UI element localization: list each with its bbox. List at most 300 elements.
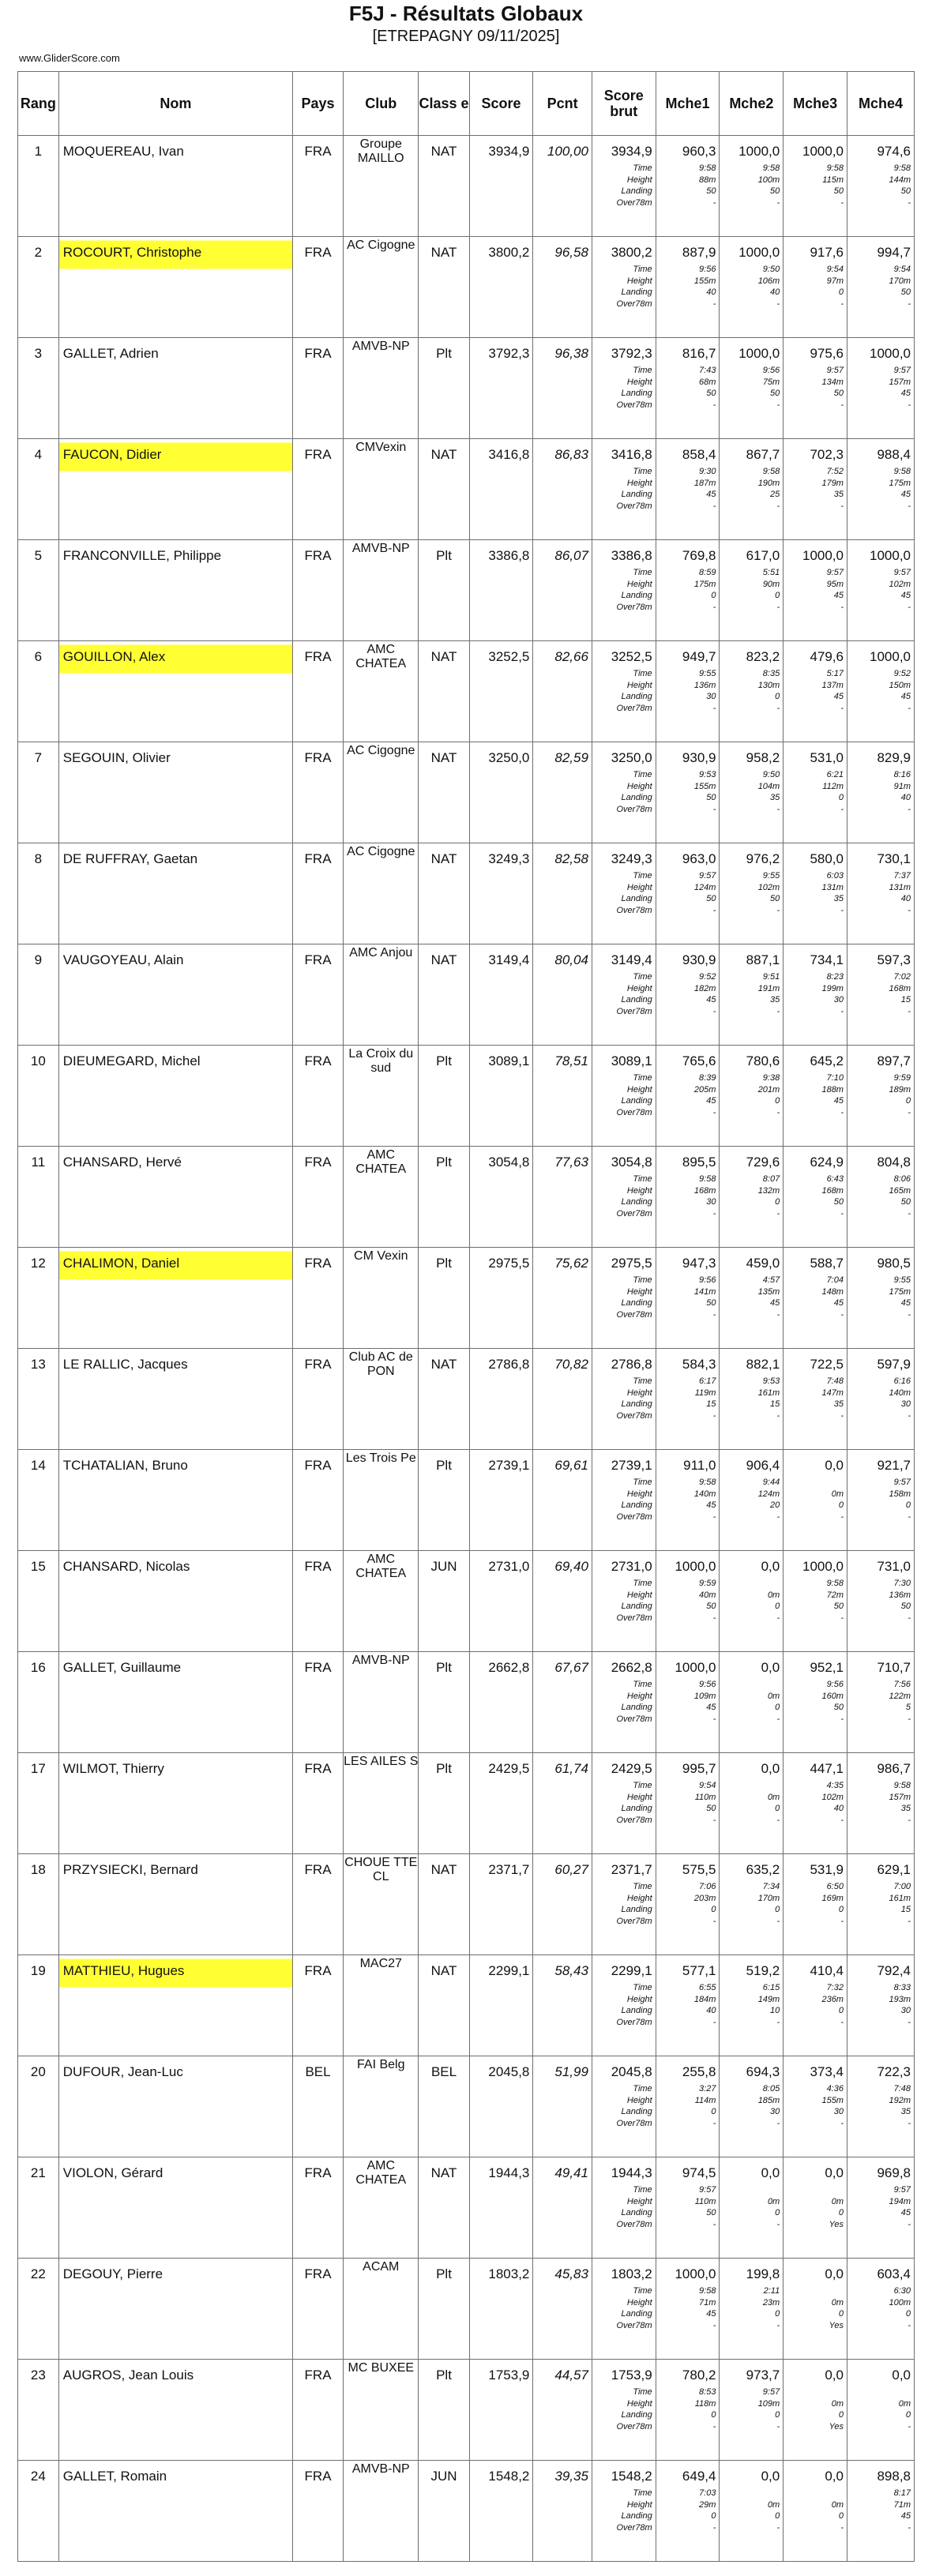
round-details [784, 362, 847, 411]
round-score: 963,0 [682, 851, 716, 866]
detail-label: Landing [621, 1500, 652, 1510]
round-details [720, 1777, 783, 1826]
round-3-cell [784, 540, 847, 641]
round-detail-t: 7:56 [893, 1680, 911, 1689]
round-details [847, 463, 914, 512]
round-detail-h: 155m [693, 781, 716, 791]
percent-cell [533, 1248, 592, 1349]
round-detail-t [847, 2386, 911, 2398]
round-details [847, 160, 914, 208]
round-3-cell [784, 2360, 847, 2461]
round-detail-h: 194m [889, 2196, 911, 2206]
round-detail-t: 7:10 [826, 1073, 844, 1083]
round-detail-o: - [908, 2017, 911, 2027]
country-cell [292, 944, 343, 1046]
col-m2[interactable]: Mche2 [720, 72, 784, 136]
round-score: 729,6 [746, 1155, 780, 1170]
country-cell [292, 2157, 343, 2259]
round-details [847, 1676, 914, 1725]
round-score: 710,7 [877, 1660, 911, 1675]
col-pcnt[interactable]: Pcnt [533, 72, 592, 136]
round-score: 1000,0 [802, 1559, 844, 1574]
score-cell [469, 1854, 533, 1955]
detail-label: Height [626, 377, 652, 387]
percent-cell [533, 338, 592, 439]
pilot-name-cell [58, 1955, 292, 2056]
percent-cell [533, 1955, 592, 2056]
round-detail-t: 9:58 [699, 1478, 716, 1487]
round-detail-o: - [840, 905, 844, 915]
club-cell-value: ACAM [363, 2260, 400, 2274]
round-detail-o: Yes [829, 2320, 844, 2330]
class-cell-value: Plt [436, 548, 452, 563]
detail-label: Height [626, 1185, 652, 1196]
detail-label: Height [626, 1489, 652, 1499]
round-detail-l: 45 [900, 591, 911, 600]
round-detail-l: 0 [838, 2410, 844, 2420]
round-detail-h: 23m [762, 2297, 780, 2308]
club-cell-value: AC Cigogne [347, 845, 415, 858]
round-detail-l: 0 [711, 591, 716, 600]
round-detail-t: 7:37 [893, 871, 911, 881]
round-details [847, 665, 914, 714]
country-cell [292, 439, 343, 540]
round-detail-h: 168m [889, 983, 911, 993]
round-4-cell [847, 237, 914, 338]
round-detail-t: 9:57 [699, 2185, 716, 2195]
round-detail-h: 88m [699, 175, 716, 185]
round-score: 531,0 [810, 750, 844, 765]
detail-label: Time [633, 2387, 652, 2397]
rank-cell-value: 11 [31, 1155, 46, 1170]
club-cell-value: AMVB-NP [351, 2462, 410, 2476]
round-score: 597,3 [877, 952, 911, 967]
round-detail-h: 175m [889, 1286, 911, 1297]
round-detail-l: 0 [838, 1500, 844, 1510]
round-4-cell [847, 439, 914, 540]
detail-label: Time [633, 265, 652, 274]
country-cell-value: FRA [304, 851, 332, 866]
round-detail-o: - [776, 400, 780, 410]
percent-cell-value: 80,04 [554, 952, 588, 967]
round-score: 1000,0 [870, 346, 911, 361]
class-cell-value: NAT [430, 1357, 457, 1372]
rank-cell-value: 3 [34, 346, 43, 361]
round-detail-t: 7:32 [826, 1983, 844, 1992]
detail-label: Height [626, 478, 652, 488]
score-cell [469, 843, 533, 944]
round-score: 911,0 [683, 1458, 716, 1473]
round-detail-l: 50 [769, 186, 780, 196]
table-row [18, 338, 915, 439]
source-link[interactable]: www.GliderScore.com [19, 52, 120, 64]
percent-cell [533, 2461, 592, 2562]
round-details [847, 968, 914, 1017]
round-detail-h: 137m [821, 680, 844, 690]
round-2-cell [720, 1753, 784, 1854]
score-cell [469, 1551, 533, 1652]
round-detail-t: 9:52 [893, 669, 911, 678]
percent-cell [533, 641, 592, 742]
round-detail-l: 0 [775, 1602, 780, 1611]
percent-cell-value: 51,99 [554, 2064, 588, 2079]
round-score: 577,1 [682, 1963, 716, 1978]
class-cell [419, 641, 469, 742]
round-detail-l: 45 [900, 389, 911, 398]
round-score: 199,8 [746, 2266, 780, 2281]
round-detail-o: - [712, 1613, 716, 1623]
round-detail-o: - [840, 1916, 844, 1926]
detail-labels [592, 2383, 656, 2432]
round-detail-h: 148m [821, 1286, 844, 1297]
percent-cell-value: 39,35 [554, 2469, 588, 2484]
class-cell [419, 2157, 469, 2259]
round-score: 975,6 [810, 346, 844, 361]
country-cell-value: FRA [304, 952, 332, 967]
detail-label: Landing [621, 1602, 652, 1611]
col-rang[interactable]: Rang [18, 72, 59, 136]
round-4-cell [847, 2259, 914, 2360]
detail-label: Over78m [616, 1815, 652, 1825]
country-cell-value: FRA [304, 2368, 332, 2383]
detail-label: Landing [621, 1703, 652, 1712]
table-row [18, 136, 915, 237]
score-cell-value: 2662,8 [488, 1660, 530, 1675]
round-detail-t: 9:58 [699, 163, 716, 173]
round-score: 994,7 [877, 245, 911, 260]
round-detail-t: 9:57 [826, 568, 844, 577]
detail-label: Height [626, 2499, 652, 2510]
round-details [720, 2484, 783, 2533]
round-detail-h: 109m [693, 1691, 716, 1701]
col-club[interactable]: Club [344, 72, 419, 136]
round-detail-l: 50 [706, 186, 716, 196]
round-1-cell [656, 338, 720, 439]
score-cell-value: 2045,8 [488, 2064, 530, 2079]
round-detail-t: 6:17 [699, 1376, 716, 1386]
round-detail-l: 50 [706, 894, 716, 903]
club-cell [344, 1349, 419, 1450]
round-detail-o: - [776, 2320, 780, 2330]
round-detail-t [784, 2488, 844, 2499]
round-detail-o: - [712, 2017, 716, 2027]
col-classe[interactable]: Class e [419, 72, 469, 136]
round-detail-h: 134m [821, 377, 844, 387]
round-1-cell [656, 1450, 720, 1551]
score-cell-value: 3934,9 [488, 144, 530, 159]
round-detail-t: 8:17 [893, 2488, 911, 2498]
round-score: 588,7 [810, 1256, 844, 1271]
round-detail-h: 100m [889, 2297, 911, 2308]
club-cell-value: AMVB-NP [351, 542, 410, 555]
round-detail-t: 7:00 [893, 1882, 911, 1891]
col-nom[interactable]: Nom [58, 72, 292, 136]
round-detail-l: 15 [706, 1399, 716, 1409]
round-details [784, 1372, 847, 1421]
detail-label: Over78m [616, 2219, 652, 2229]
round-details [720, 160, 783, 208]
round-3-cell [784, 2056, 847, 2157]
rank-cell-value: 23 [30, 2368, 46, 2383]
country-cell-value: FRA [304, 447, 332, 462]
detail-label: Time [633, 1073, 652, 1083]
rank-cell [18, 1248, 59, 1349]
round-detail-h: 185m [757, 2095, 780, 2105]
raw-score-cell [592, 843, 656, 944]
round-details [784, 1979, 847, 2028]
rank-cell [18, 742, 59, 843]
raw-score-cell-value: 2739,1 [611, 1458, 652, 1473]
round-details [784, 1069, 847, 1118]
round-detail-h: 0m [767, 1691, 780, 1701]
round-detail-h: 161m [757, 1388, 780, 1398]
country-cell [292, 1551, 343, 1652]
country-cell-value: FRA [304, 1559, 332, 1574]
col-m3[interactable]: Mche3 [784, 72, 847, 136]
rank-cell-value: 24 [30, 2469, 46, 2484]
round-detail-h: 114m [694, 2095, 716, 2105]
round-detail-l: 50 [833, 1703, 844, 1712]
detail-label: Landing [621, 2006, 652, 2015]
round-detail-t: 9:58 [699, 1174, 716, 1184]
round-detail-h: 192m [889, 2095, 911, 2105]
round-score: 584,3 [682, 1357, 716, 1372]
percent-cell-value: 82,58 [554, 851, 588, 866]
raw-score-cell [592, 540, 656, 641]
percent-cell [533, 1046, 592, 1147]
round-4-cell [847, 2360, 914, 2461]
rank-cell [18, 2157, 59, 2259]
round-detail-t: 8:07 [762, 1174, 780, 1184]
round-details [720, 1474, 783, 1523]
raw-score-cell [592, 338, 656, 439]
round-4-cell [847, 2461, 914, 2562]
club-cell [344, 2056, 419, 2157]
round-detail-h: 0m [767, 2196, 780, 2206]
score-cell-value: 3386,8 [488, 548, 530, 563]
round-score: 519,2 [746, 1963, 780, 1978]
round-3-cell [784, 2461, 847, 2562]
pilot-name-cell-value: VAUGOYEAU, Alain [62, 952, 184, 967]
round-detail-h: 191m [757, 983, 780, 993]
round-score: 255,8 [682, 2064, 716, 2079]
round-4-cell [847, 1248, 914, 1349]
country-cell [292, 1854, 343, 1955]
score-cell-value: 3089,1 [488, 1053, 530, 1068]
round-details [847, 2080, 914, 2129]
detail-labels [592, 362, 656, 411]
round-score: 765,6 [682, 1053, 716, 1068]
pilot-name-cell [58, 1652, 292, 1753]
round-detail-t: 8:35 [762, 669, 780, 678]
country-cell-value: FRA [304, 245, 332, 260]
round-detail-o: - [840, 703, 844, 713]
pilot-name-cell [58, 1753, 292, 1854]
round-details [720, 2282, 783, 2331]
class-cell-value: NAT [430, 2165, 457, 2180]
round-4-cell [847, 1955, 914, 2056]
country-cell-value: FRA [304, 750, 332, 765]
round-details [784, 2282, 847, 2331]
table-row [18, 237, 915, 338]
detail-label: Height [626, 2297, 652, 2308]
round-detail-l: 40 [900, 793, 911, 802]
header-row [18, 72, 915, 136]
class-cell [419, 2056, 469, 2157]
score-cell [469, 2360, 533, 2461]
round-details [720, 968, 783, 1017]
round-3-cell [784, 944, 847, 1046]
round-detail-h: 136m [693, 680, 716, 690]
detail-label: Landing [621, 894, 652, 903]
round-detail-h: 102m [889, 579, 911, 589]
round-detail-h: 168m [821, 1185, 844, 1196]
round-detail-t: 9:58 [762, 163, 780, 173]
round-detail-h: 109m [757, 2398, 780, 2409]
round-2-cell [720, 136, 784, 237]
country-cell [292, 1349, 343, 1450]
detail-labels [592, 1372, 656, 1421]
round-detail-o: - [908, 1714, 911, 1724]
round-detail-o: - [776, 1410, 780, 1421]
round-detail-l: 0 [775, 2309, 780, 2319]
round-1-cell [656, 2157, 720, 2259]
pilot-name-cell-value: VIOLON, Gérard [62, 2165, 163, 2180]
round-detail-t: 7:04 [826, 1275, 844, 1285]
round-detail-t: 7:06 [699, 1882, 716, 1891]
raw-score-cell [592, 1551, 656, 1652]
round-detail-l: 0 [838, 1905, 844, 1914]
round-details [847, 1474, 914, 1523]
percent-cell [533, 1450, 592, 1551]
round-details [656, 1170, 720, 1219]
round-details [720, 1069, 783, 1118]
percent-cell [533, 944, 592, 1046]
pilot-name-cell-value: AUGROS, Jean Louis [62, 2368, 194, 2383]
rank-cell-value: 21 [30, 2165, 46, 2180]
round-detail-o: - [776, 1006, 780, 1016]
round-detail-t [720, 1578, 780, 1590]
round-score: 0,0 [825, 2469, 844, 2484]
country-cell [292, 1753, 343, 1854]
round-details [784, 1474, 847, 1523]
round-score: 0,0 [825, 2266, 844, 2281]
col-m1[interactable]: Mche1 [656, 72, 720, 136]
round-detail-h: 0m [831, 2196, 844, 2206]
round-detail-t: 8:23 [826, 972, 844, 982]
round-score: 645,2 [810, 1053, 844, 1068]
round-3-cell [784, 1753, 847, 1854]
round-details [720, 1878, 783, 1927]
round-detail-h: 0m [831, 2398, 844, 2409]
class-cell-value: NAT [430, 1963, 457, 1978]
detail-label: Over78m [616, 2118, 652, 2128]
round-score: 722,3 [877, 2064, 911, 2079]
round-score: 917,6 [810, 245, 844, 260]
round-detail-t [720, 1679, 780, 1691]
round-detail-o: - [712, 1511, 716, 1522]
round-detail-l: 45 [706, 1096, 716, 1106]
round-detail-t [720, 1780, 780, 1792]
round-detail-h: 165m [889, 1185, 911, 1196]
col-score[interactable]: Score [469, 72, 533, 136]
club-cell [344, 2259, 419, 2360]
rank-cell [18, 641, 59, 742]
round-details [656, 2383, 720, 2432]
round-4-cell [847, 1450, 914, 1551]
round-details [847, 867, 914, 916]
round-2-cell [720, 1955, 784, 2056]
round-1-cell [656, 944, 720, 1046]
pilot-name-cell [58, 338, 292, 439]
round-detail-l: 0 [838, 287, 844, 297]
round-score: 0,0 [761, 1660, 780, 1675]
percent-cell [533, 540, 592, 641]
detail-labels [592, 1878, 656, 1927]
round-2-cell [720, 1147, 784, 1248]
class-cell-value: NAT [430, 649, 457, 664]
round-score: 731,0 [877, 1559, 911, 1574]
detail-labels [592, 1676, 656, 1725]
round-detail-l: 45 [706, 490, 716, 499]
pilot-name-cell [58, 1551, 292, 1652]
detail-label: Height [626, 2398, 652, 2409]
round-detail-t: 9:57 [893, 366, 911, 375]
table-row [18, 1046, 915, 1147]
class-cell [419, 1046, 469, 1147]
round-detail-h: 100m [757, 175, 780, 185]
round-1-cell [656, 1046, 720, 1147]
round-detail-o: - [840, 1815, 844, 1825]
table-row [18, 540, 915, 641]
club-cell-value: MC BUXEE [348, 2361, 415, 2375]
detail-label: Over78m [616, 2522, 652, 2533]
round-detail-h: 144m [889, 175, 911, 185]
round-detail-t [784, 2386, 844, 2398]
page-title: F5J - Résultats Globaux [348, 2, 584, 25]
round-detail-o: - [840, 299, 844, 309]
detail-labels [592, 2484, 656, 2533]
detail-label: Over78m [616, 2421, 652, 2431]
col-pays[interactable]: Pays [292, 72, 343, 136]
raw-score-cell [592, 742, 656, 843]
pilot-name-cell [58, 2157, 292, 2259]
round-score: 949,7 [682, 649, 716, 664]
round-detail-l: 30 [833, 995, 844, 1004]
rank-cell-value: 19 [30, 1963, 46, 1978]
raw-score-cell [592, 641, 656, 742]
round-detail-o: - [908, 501, 911, 511]
col-m4[interactable]: Mche4 [847, 72, 914, 136]
club-cell [344, 843, 419, 944]
detail-label: Height [626, 175, 652, 185]
col-brut[interactable]: Score brut [592, 72, 656, 136]
round-detail-o: - [840, 197, 844, 208]
score-cell [469, 641, 533, 742]
round-detail-o: - [908, 1511, 911, 1522]
round-score: 804,8 [877, 1155, 911, 1170]
round-details [656, 463, 720, 512]
detail-label: Time [633, 669, 652, 678]
pilot-name-cell [58, 641, 292, 742]
class-cell-value: Plt [436, 1761, 452, 1776]
round-detail-t: 9:56 [762, 366, 780, 375]
round-detail-h: 149m [757, 1994, 780, 2004]
round-score: 624,9 [810, 1155, 844, 1170]
score-cell-value: 3054,8 [488, 1155, 530, 1170]
round-detail-l: 0 [711, 2511, 716, 2521]
detail-label: Over78m [616, 501, 652, 511]
